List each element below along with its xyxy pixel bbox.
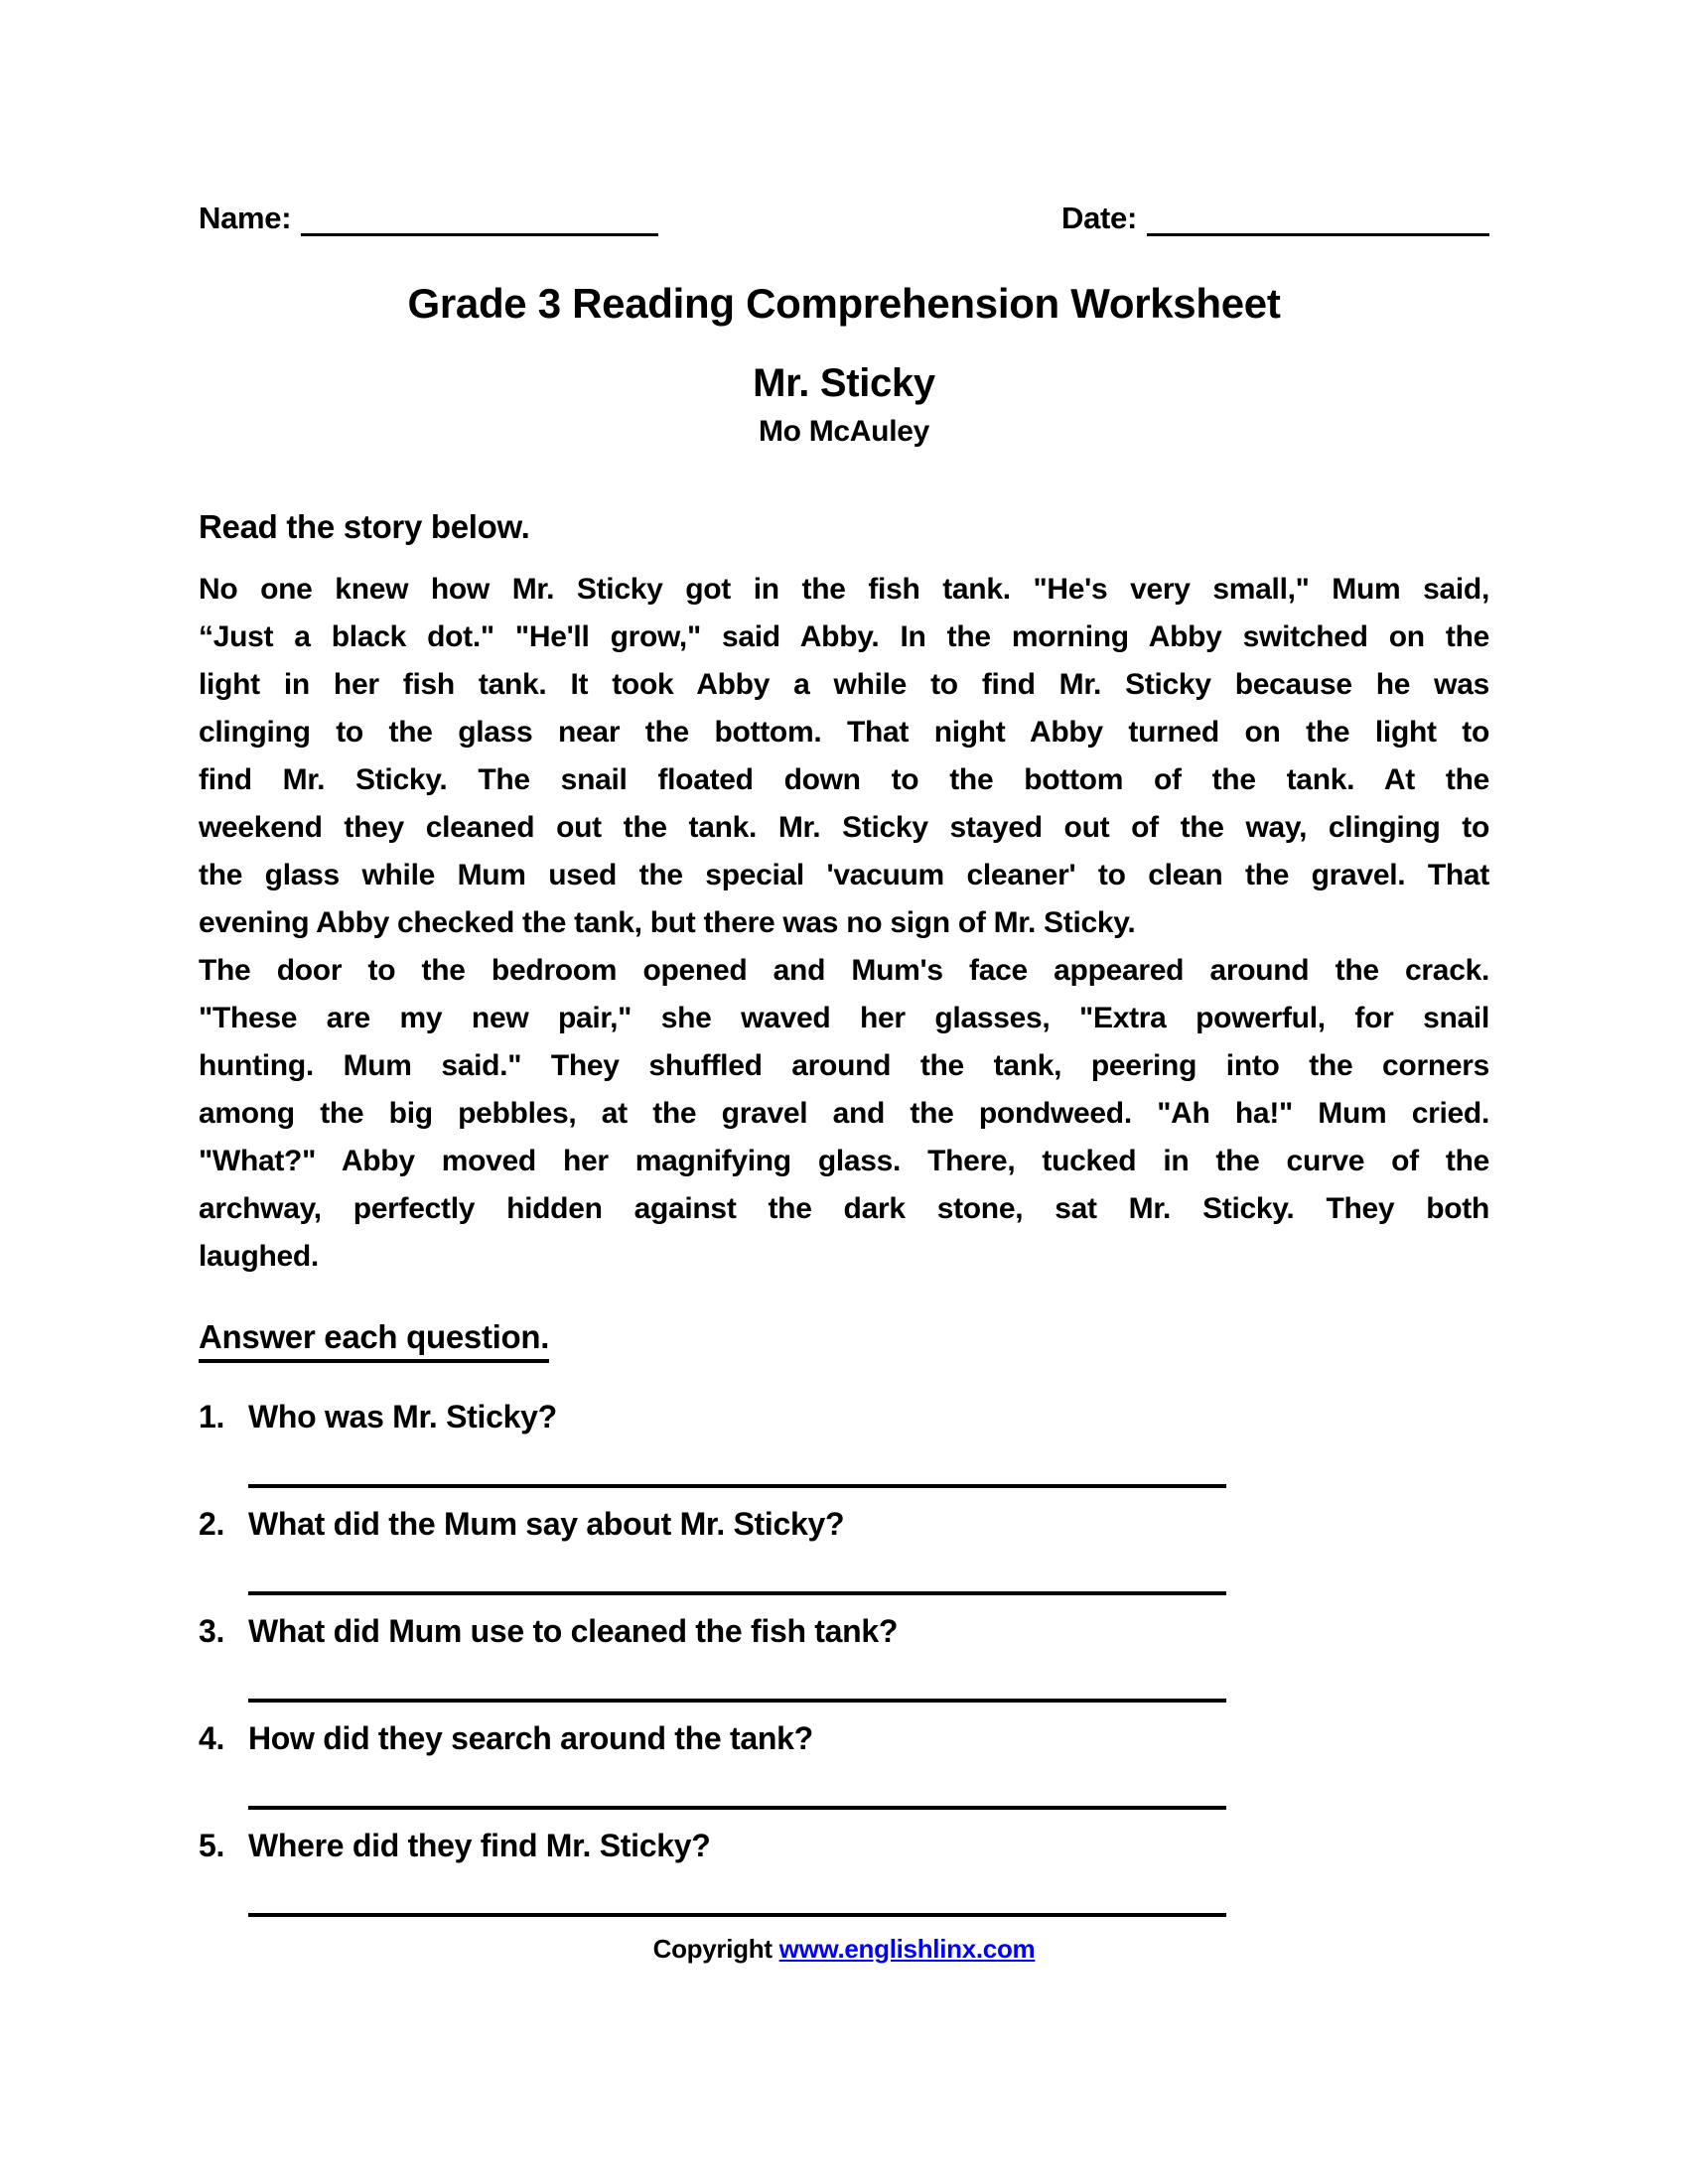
question-item xyxy=(199,1398,1489,1488)
question-item xyxy=(199,1719,1489,1810)
question-number: 4. xyxy=(199,1720,225,1756)
story-line: find Mr. Sticky. The snail floated down to the bottom of the tank. At the xyxy=(199,763,1489,796)
question-row xyxy=(199,1612,1489,1650)
copyright-link[interactable]: www.englishlinx.com xyxy=(778,1934,1036,1964)
story-line: No one knew how Mr. Sticky got in the fish tank. "He's very small," Mum said, xyxy=(199,573,1489,606)
question-row xyxy=(199,1398,1489,1435)
date-blank-line[interactable] xyxy=(1147,204,1489,236)
story-line: "These are my new pair," she waved her glasses, "Extra powerful, for snail xyxy=(199,1002,1489,1034)
question-number: 3. xyxy=(199,1613,225,1649)
header-row xyxy=(199,201,1489,236)
story-line: weekend they cleaned out the tank. Mr. Sticky stayed out of the way, clinging to xyxy=(199,811,1489,844)
questions xyxy=(199,1398,1489,1934)
answer-blank-line[interactable] xyxy=(248,1650,1226,1703)
answer-blank-line[interactable] xyxy=(248,1435,1226,1488)
date-label: Date: xyxy=(1060,201,1137,235)
story-line: “Just a black dot." "He'll grow," said Abby. In the morning Abby switched on the xyxy=(199,620,1489,653)
story-line: evening Abby checked the tank, but there was no sign of Mr. Sticky. xyxy=(199,906,1136,939)
instructions-heading: Read the story below. xyxy=(199,508,530,545)
question-number: 1. xyxy=(199,1399,225,1434)
question-text: Where did they find Mr. Sticky? xyxy=(248,1828,711,1863)
story-line: hunting. Mum said." They shuffled around the tank, peering into the corners xyxy=(199,1049,1489,1082)
name-label: Name: xyxy=(199,201,292,235)
question-text: How did they search around the tank? xyxy=(248,1720,813,1756)
story-line: archway, perfectly hidden against the dark stone, sat Mr. Sticky. They both xyxy=(199,1192,1489,1225)
story-text xyxy=(199,566,1489,1281)
answer-blank-line[interactable] xyxy=(248,1757,1226,1810)
story-line: The door to the bedroom opened and Mum's face appeared around the crack. xyxy=(199,954,1489,987)
story-paragraph xyxy=(199,566,1489,947)
question-number: 2. xyxy=(199,1506,225,1542)
answer-blank-line[interactable] xyxy=(248,1543,1226,1595)
question-row xyxy=(199,1505,1489,1543)
story-line: "What?" Abby moved her magnifying glass. There, tucked in the curve of the xyxy=(199,1145,1489,1177)
copyright-label: Copyright xyxy=(652,1934,773,1964)
answer-blank-line[interactable] xyxy=(248,1864,1226,1917)
name-field-group xyxy=(199,201,658,236)
name-blank-line[interactable] xyxy=(301,204,658,236)
story-title: Mr. Sticky xyxy=(753,361,935,405)
story-line: laughed. xyxy=(199,1240,319,1273)
answer-section-heading: Answer each question. xyxy=(199,1318,549,1363)
story-line: clinging to the glass near the bottom. That night Abby turned on the light to xyxy=(199,716,1489,749)
question-number: 5. xyxy=(199,1828,225,1863)
question-item xyxy=(199,1612,1489,1703)
question-row xyxy=(199,1827,1489,1864)
question-text: What did Mum use to cleaned the fish tank? xyxy=(248,1613,899,1649)
question-item xyxy=(199,1505,1489,1595)
footer xyxy=(199,1934,1489,1965)
story-line: light in her fish tank. It took Abby a while to find Mr. Sticky because he was xyxy=(199,668,1489,701)
date-field-group xyxy=(1061,201,1489,236)
story-paragraph xyxy=(199,947,1489,1281)
question-row xyxy=(199,1719,1489,1757)
question-text: What did the Mum say about Mr. Sticky? xyxy=(248,1506,845,1542)
story-line: the glass while Mum used the special 'vacuum cleaner' to clean the gravel. That xyxy=(199,859,1489,891)
story-author: Mo McAuley xyxy=(758,415,930,448)
story-line: among the big pebbles, at the gravel and the pondweed. "Ah ha!" Mum cried. xyxy=(199,1097,1489,1130)
page-title: Grade 3 Reading Comprehension Worksheet xyxy=(407,280,1281,327)
question-text: Who was Mr. Sticky? xyxy=(248,1399,557,1434)
question-item xyxy=(199,1827,1489,1917)
